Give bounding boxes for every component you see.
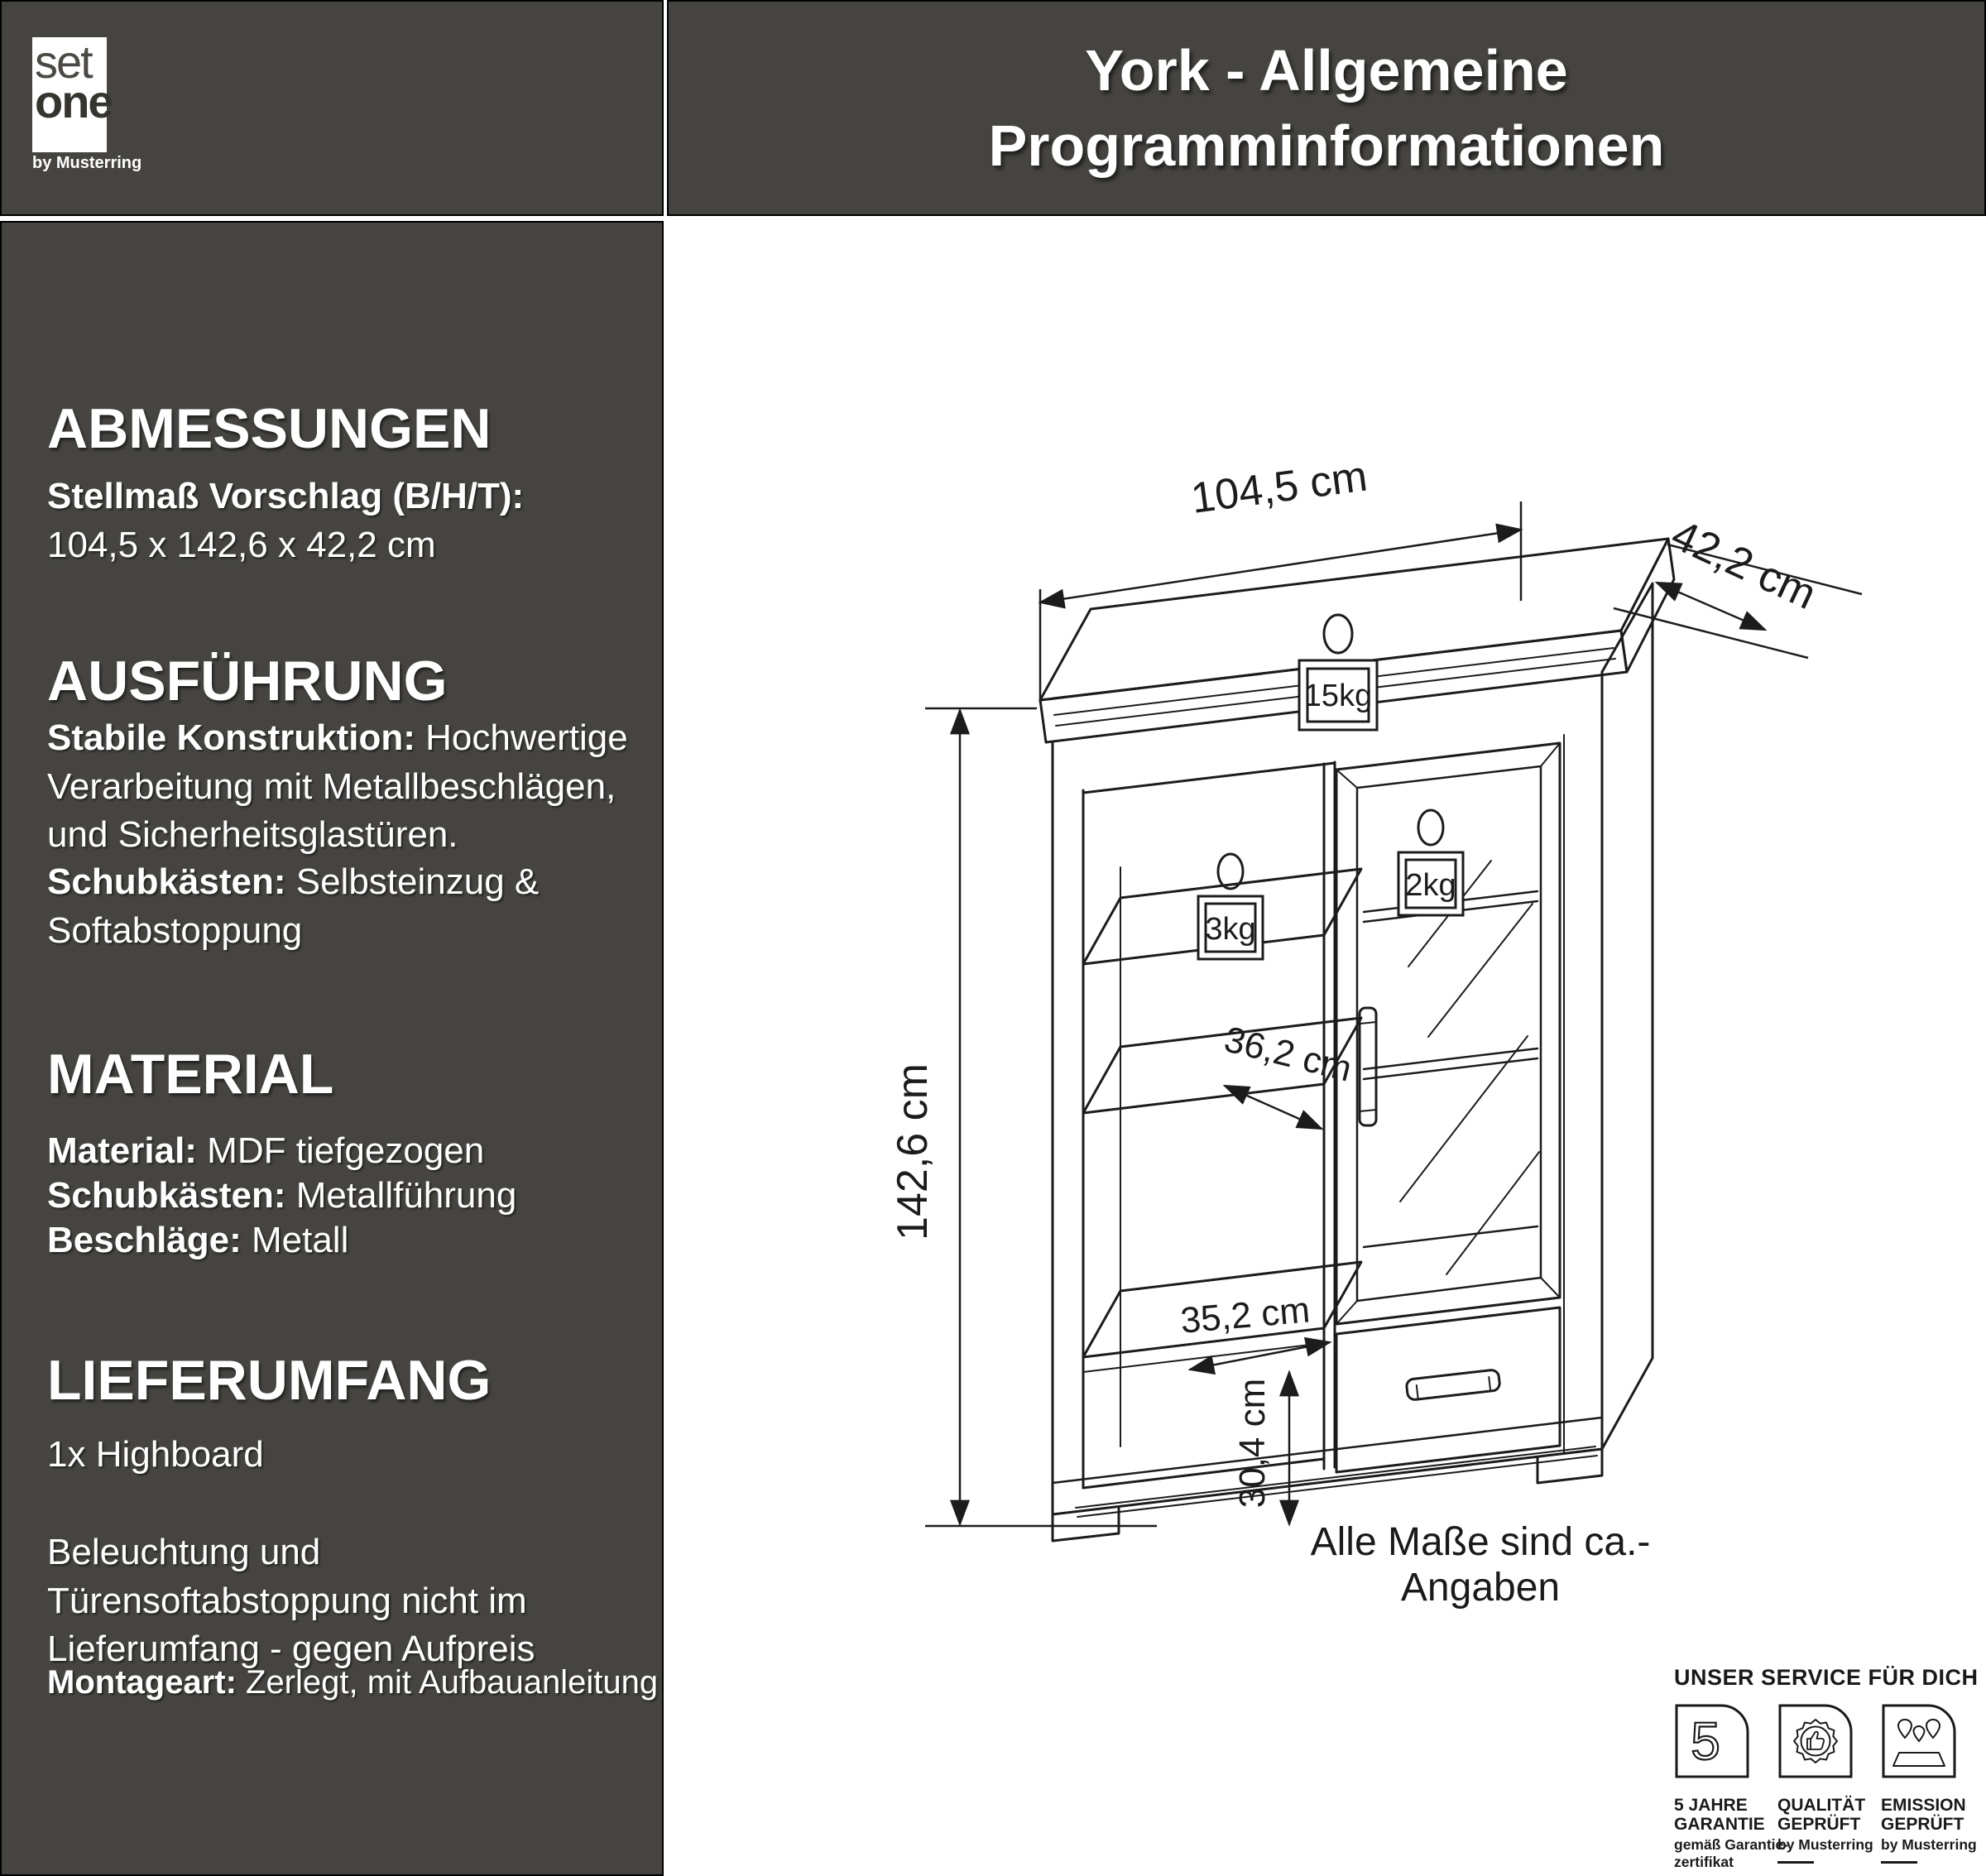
service-title: QUALITÄT [1777,1796,1866,1815]
measurement-note: Alle Maße sind ca.-Angaben [1310,1520,1651,1610]
setone-logo [32,36,113,152]
logo-word-one: one [35,74,113,127]
page-title-line2: Programminformationen [988,113,1665,178]
service-title: 5 JAHRE [1674,1796,1748,1815]
service-underline [1777,1861,1814,1864]
five-years-guarantee-icon [1674,1703,1750,1779]
height-dimension-label: 142,6 cm [889,1063,937,1240]
lieferumfang-item: 1x Highboard [47,1434,264,1475]
material-row-value: MDF tiefgezogen [196,1130,485,1171]
depth-dimension-label: 42,2 cm [1664,511,1824,619]
weight-tags [1198,615,1463,959]
service-underline [1881,1861,1917,1864]
material-row-value: Metallführung [285,1175,517,1216]
service-caption [1777,1796,1873,1864]
emission-tested-icon [1881,1703,1957,1779]
abmessungen-label: Stellmaß Vorschlag (B/H/T): [47,476,525,516]
material-row-label: Material: [47,1130,197,1171]
service-section [1674,1665,1979,1876]
service-subtitle: gemäß Garantie- [1674,1836,1789,1853]
width-dimension-label: 104,5 cm [1187,452,1370,523]
section-heading-lieferumfang: LIEFERUMFANG [47,1349,492,1412]
section-heading-material: MATERIAL [47,1043,334,1106]
ausfuehrung-p1-label: Stabile Konstruktion: [47,717,415,758]
drawer-handle [1406,1370,1500,1401]
service-heading: UNSER SERVICE FÜR DICH [1674,1665,1979,1690]
logo-panel [0,0,664,216]
ausfuehrung-p2-label: Schubkästen: [47,861,286,902]
service-subtitle: zertifikat [1674,1854,1734,1870]
section-heading-abmessungen: ABMESSUNGEN [47,397,492,460]
sidebar-panel [0,221,664,1876]
weight-top-label: 15kg [1303,679,1373,713]
service-icons-row [1674,1703,1977,1876]
shelf-depth-dimension-label: 36,2 cm [1220,1019,1356,1090]
page-title [989,33,1665,184]
abmessungen-value: 104,5 x 142,6 x 42,2 cm [47,524,436,565]
service-item-quality [1777,1703,1873,1876]
material-row [47,1173,660,1218]
logo-word-set: set [35,36,92,88]
material-rows [47,1129,660,1263]
ausfuehrung-p2 [47,858,660,955]
service-title: EMISSION [1881,1796,1966,1815]
material-row-label: Schubkästen: [47,1175,286,1216]
service-caption [1881,1796,1977,1864]
material-row [47,1218,660,1263]
inner-width-dimension-label: 35,2 cm [1178,1289,1312,1341]
weight-right-label: 2kg [1405,868,1456,903]
service-title: GARANTIE [1674,1815,1765,1834]
material-row-label: Beschläge: [47,1220,242,1261]
weight-left-label: 3kg [1205,912,1256,947]
montageart-line [47,1661,658,1705]
service-title: GEPRÜFT [1777,1815,1861,1834]
header-panel [667,0,1986,216]
montageart-value: Zerlegt, mit Aufbauanleitung [236,1664,659,1701]
material-row-value: Metall [241,1220,349,1261]
abmessungen-text [47,473,660,569]
quality-seal-thumbs-up-icon [1777,1703,1854,1779]
service-item-emission [1881,1703,1977,1876]
ausfuehrung-p1 [47,714,660,860]
service-subtitle: by Musterring [1777,1836,1873,1853]
inner-height-dimension-label: 30,4 cm [1232,1378,1273,1509]
material-row [47,1129,660,1173]
ausfuehrung-p2-text: Selbsteinzug & Softabstoppung [47,861,540,951]
section-heading-ausfuehrung: AUSFÜHRUNG [47,650,448,712]
page-title-line1: York - Allgemeine [1085,37,1568,103]
svg-text:5: 5 [1691,1711,1720,1771]
service-caption [1674,1796,1789,1876]
service-subtitle: by Musterring [1881,1836,1977,1853]
lieferumfang-note: Beleuchtung und Türensoftabstoppung nicht im Lieferumfang - gegen Aufpreis [47,1532,535,1670]
service-title: GEPRÜFT [1881,1815,1964,1834]
ausfuehrung-p1-text: Hochwertige Verarbeitung mit Metallbeschlägen, und Sicherheitsglastüren. [47,717,628,856]
service-item-guarantee [1674,1703,1789,1876]
logo-byline: by Musterring [32,154,142,172]
montageart-label: Montageart: [47,1664,237,1701]
